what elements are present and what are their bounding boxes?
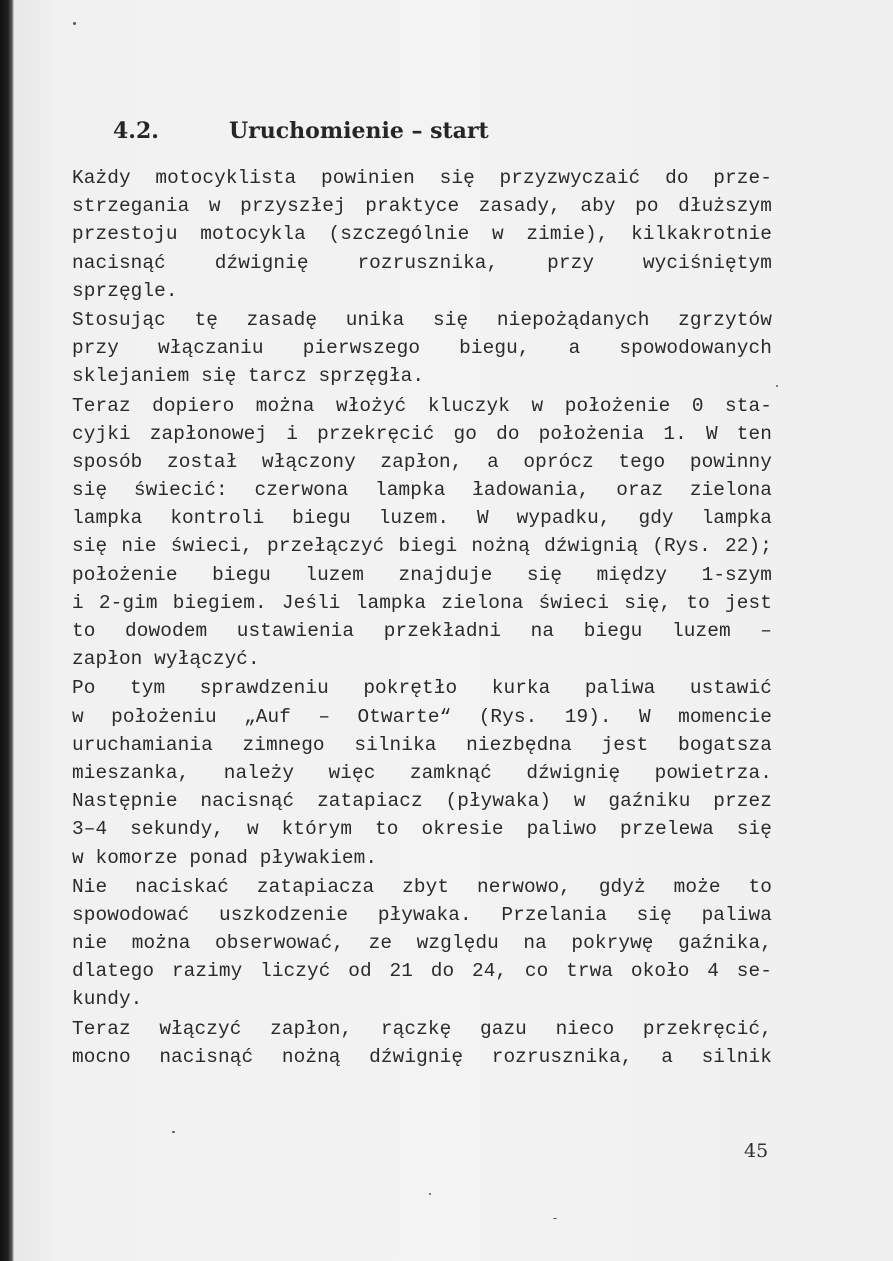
paragraph-4 <box>72 674 772 871</box>
paper-speck <box>73 22 76 25</box>
text-line: sklejaniem się tarcz sprzęgła. <box>72 365 425 388</box>
text-line: Teraz dopiero można włożyć kluczyk w położenie 0 sta- <box>72 394 772 417</box>
text-line: Po tym sprawdzeniu pokrętło kurka paliwa ustawić <box>72 677 772 700</box>
section-title: Uruchomienie – start <box>229 118 489 144</box>
paragraph-2 <box>72 306 772 391</box>
text-line: Każdy motocyklista powinien się przyzwyczaić do prze- <box>72 167 772 189</box>
paper-speck <box>553 1218 557 1219</box>
text-line: nie można obserwować, ze względu na pokrywę gaźnika, <box>72 932 772 955</box>
text-line: mieszanka, należy więc zamknąć dźwignię powietrza. <box>72 761 772 784</box>
paper-speck <box>172 1131 175 1133</box>
text-line: to dowodem ustawienia przekładni na biegu luzem – <box>72 620 772 642</box>
text-line: dlatego razimy liczyć od 21 do 24, co trwa około 4 se- <box>72 960 772 983</box>
text-line: Nie naciskać zatapiacza zbyt nerwowo, gdyż może to <box>72 875 772 898</box>
text-line: zapłon wyłączyć. <box>72 648 260 671</box>
text-line: uruchamiania zimnego silnika niezbędna jest bogatsza <box>72 733 772 756</box>
text-line: przestoju motocykla (szczególnie w zimie), kilkakrotnie <box>72 223 772 246</box>
text-line: przy włączaniu pierwszego biegu, a spowodowanych <box>72 337 772 360</box>
text-line: mocno nacisnąć nożną dźwignię rozrusznika, a silnik <box>72 1045 772 1068</box>
text-line: nacisnąć dźwignię rozrusznika, przy wyciśniętym <box>72 251 772 274</box>
paragraph-5 <box>72 873 772 1014</box>
text-line: spowodować uszkodzenie pływaka. Przelania się paliwa <box>72 903 772 926</box>
text-line: położenie biegu luzem znajduje się między 1-szym <box>72 563 772 586</box>
text-line: Teraz włączyć zapłon, rączkę gazu nieco przekręcić, <box>72 1017 772 1040</box>
section-heading <box>113 118 489 144</box>
text-line: się świecić: czerwona lampka ładowania, oraz zielona <box>72 479 772 502</box>
text-line: się nie świeci, przełączyć biegi nożną dźwignią (Rys. 22); <box>72 535 772 558</box>
text-line: sposób został włączony zapłon, a oprócz tego powinny <box>72 450 772 473</box>
text-line: i 2-gim biegiem. Jeśli lampka zielona świeci się, to jest <box>72 591 772 614</box>
page-number: 45 <box>744 1140 769 1162</box>
text-line: w położeniu „Auf – Otwarte“ (Rys. 19). W momencie <box>72 705 772 728</box>
body-text <box>72 164 772 1072</box>
text-line: lampka kontroli biegu luzem. W wypadku, gdy lampka <box>72 507 772 530</box>
text-line: cyjki zapłonowej i przekręcić go do położenia 1. W ten <box>72 422 772 445</box>
paper-speck <box>429 1193 431 1195</box>
paper-speck <box>776 385 778 387</box>
text-line: Stosując tę zasadę unika się niepożądanych zgrzytów <box>72 308 772 331</box>
paragraph-3 <box>72 392 772 674</box>
text-line: 3–4 sekundy, w którym to okresie paliwo przelewa się <box>72 818 772 841</box>
book-spine-shadow <box>0 0 14 1261</box>
text-line: w komorze ponad pływakiem. <box>72 846 378 869</box>
text-line: strzegania w przyszłej praktyce zasady, aby po dłuższym <box>72 195 772 218</box>
text-line: kundy. <box>72 988 143 1011</box>
paragraph-6 <box>72 1015 772 1071</box>
text-line: Następnie nacisnąć zatapiacz (pływaka) w gaźniku przez <box>72 790 772 813</box>
text-line: sprzęgle. <box>72 279 178 302</box>
paragraph-1 <box>72 164 772 305</box>
section-number: 4.2. <box>113 118 159 144</box>
